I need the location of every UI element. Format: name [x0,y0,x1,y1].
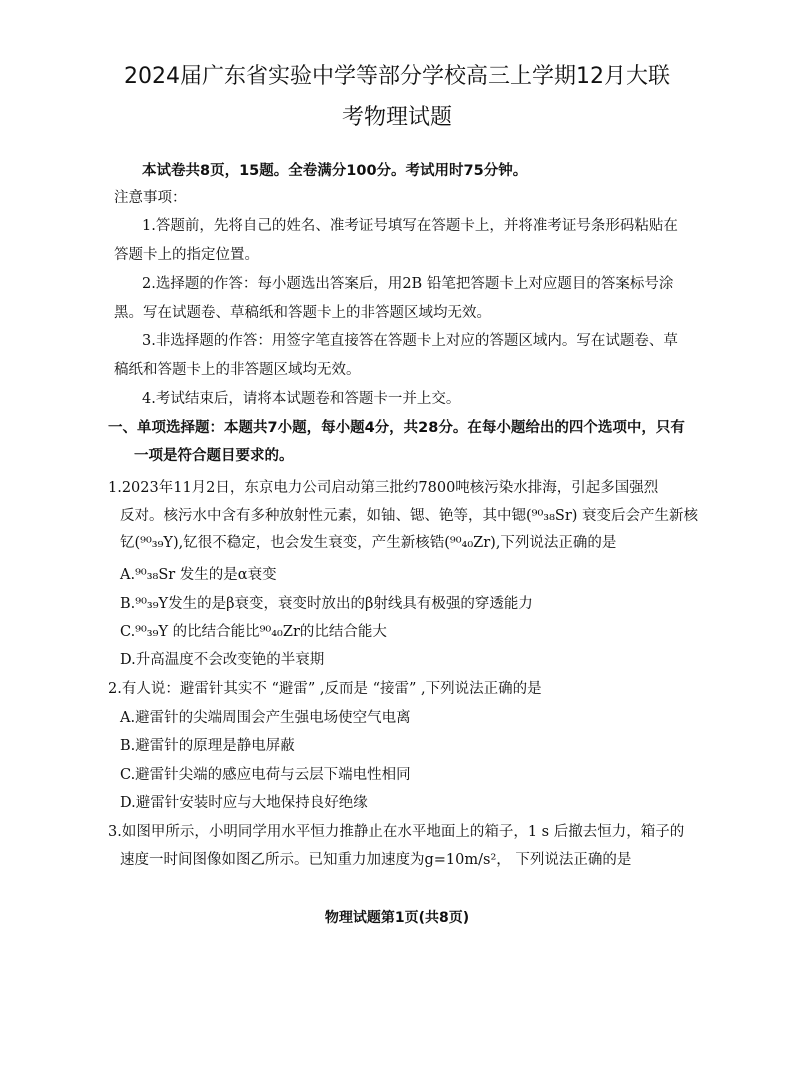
notice-item-2-line-1: 2.选择题的作答：每小题选出答案后，用2B 铅笔把答题卡上对应题目的答案标号涂 [142,276,674,292]
notice-item-4: 4.考试结束后，请将本试题卷和答题卡一并上交。 [142,391,461,407]
notice-heading: 注意事项： [114,190,187,206]
question-1-stem-line-1: 1.2023年11月2日，东京电力公司启动第三批约7800吨核污染水排海，引起多国强烈 [108,480,659,496]
exam-title-line-2: 考物理试题 [341,105,452,130]
section-1-heading-line-1: 一、单项选择题：本题共7小题，每小题4分，共28分。在每小题给出的四个选项中，只有 [108,420,685,436]
question-3-stem-line-2: 速度一时间图像如图乙所示。已知重力加速度为g=10m/s²， 下列说法正确的是 [120,852,632,868]
question-1-option-d: D.升高温度不会改变铯的半衰期 [120,652,325,668]
question-1-stem-line-2: 反对。核污水中含有多种放射性元素，如铀、锶、铯等，其中锶(⁹⁰₃₈Sr) 衰变后会产生新核 [120,508,699,524]
notice-item-3-line-1: 3.非选择题的作答：用签字笔直接答在答题卡上对应的答题区域内。写在试题卷、草 [142,333,678,349]
notice-item-1-line-2: 答题卡上的指定位置。 [114,247,259,263]
question-3-stem-line-1: 3.如图甲所示，小明同学用水平恒力推静止在水平地面上的箱子，1 s 后撤去恒力，箱子的 [108,824,685,840]
question-2-option-b: B.避雷针的原理是静电屏蔽 [120,738,295,754]
question-1-option-a: A.⁹⁰₃₈Sr 发生的是α衰变 [120,567,277,583]
question-2-option-a: A.避雷针的尖端周围会产生强电场使空气电离 [120,710,411,726]
question-1-option-b: B.⁹⁰₃₉Y发生的是β衰变，衰变时放出的β射线具有极强的穿透能力 [120,596,533,612]
exam-title-line-1: 2024届广东省实验中学等部分学校高三上学期12月大联 [124,64,670,89]
exam-intro: 本试卷共8页，15题。全卷满分100分。考试用时75分钟。 [142,163,528,179]
question-2-option-c: C.避雷针尖端的感应电荷与云层下端电性相同 [120,767,411,783]
notice-item-2-line-2: 黑。写在试题卷、草稿纸和答题卡上的非答题区域均无效。 [114,305,491,321]
question-2-stem: 2.有人说：避雷针其实不 “避雷” ,反而是 “接雷” ,下列说法正确的是 [108,681,542,697]
section-1-heading-line-2: 一项是符合题目要求的。 [134,448,294,464]
notice-item-3-line-2: 稿纸和答题卡上的非答题区域均无效。 [114,362,361,378]
notice-item-1-line-1: 1.答题前，先将自己的姓名、准考证号填写在答题卡上，并将准考证号条形码粘贴在 [142,218,678,234]
page-footer: 物理试题第1页(共8页) [324,910,470,926]
question-1-stem-line-3: 钇(⁹⁰₃₉Y),钇很不稳定，也会发生衰变，产生新核锆(⁹⁰₄₀Zr),下列说法正确的是 [120,535,617,551]
question-2-option-d: D.避雷针安装时应与大地保持良好绝缘 [120,795,368,811]
question-1-option-c: C.⁹⁰₃₉Y 的比结合能比⁹⁰₄₀Zr的比结合能大 [120,624,387,640]
